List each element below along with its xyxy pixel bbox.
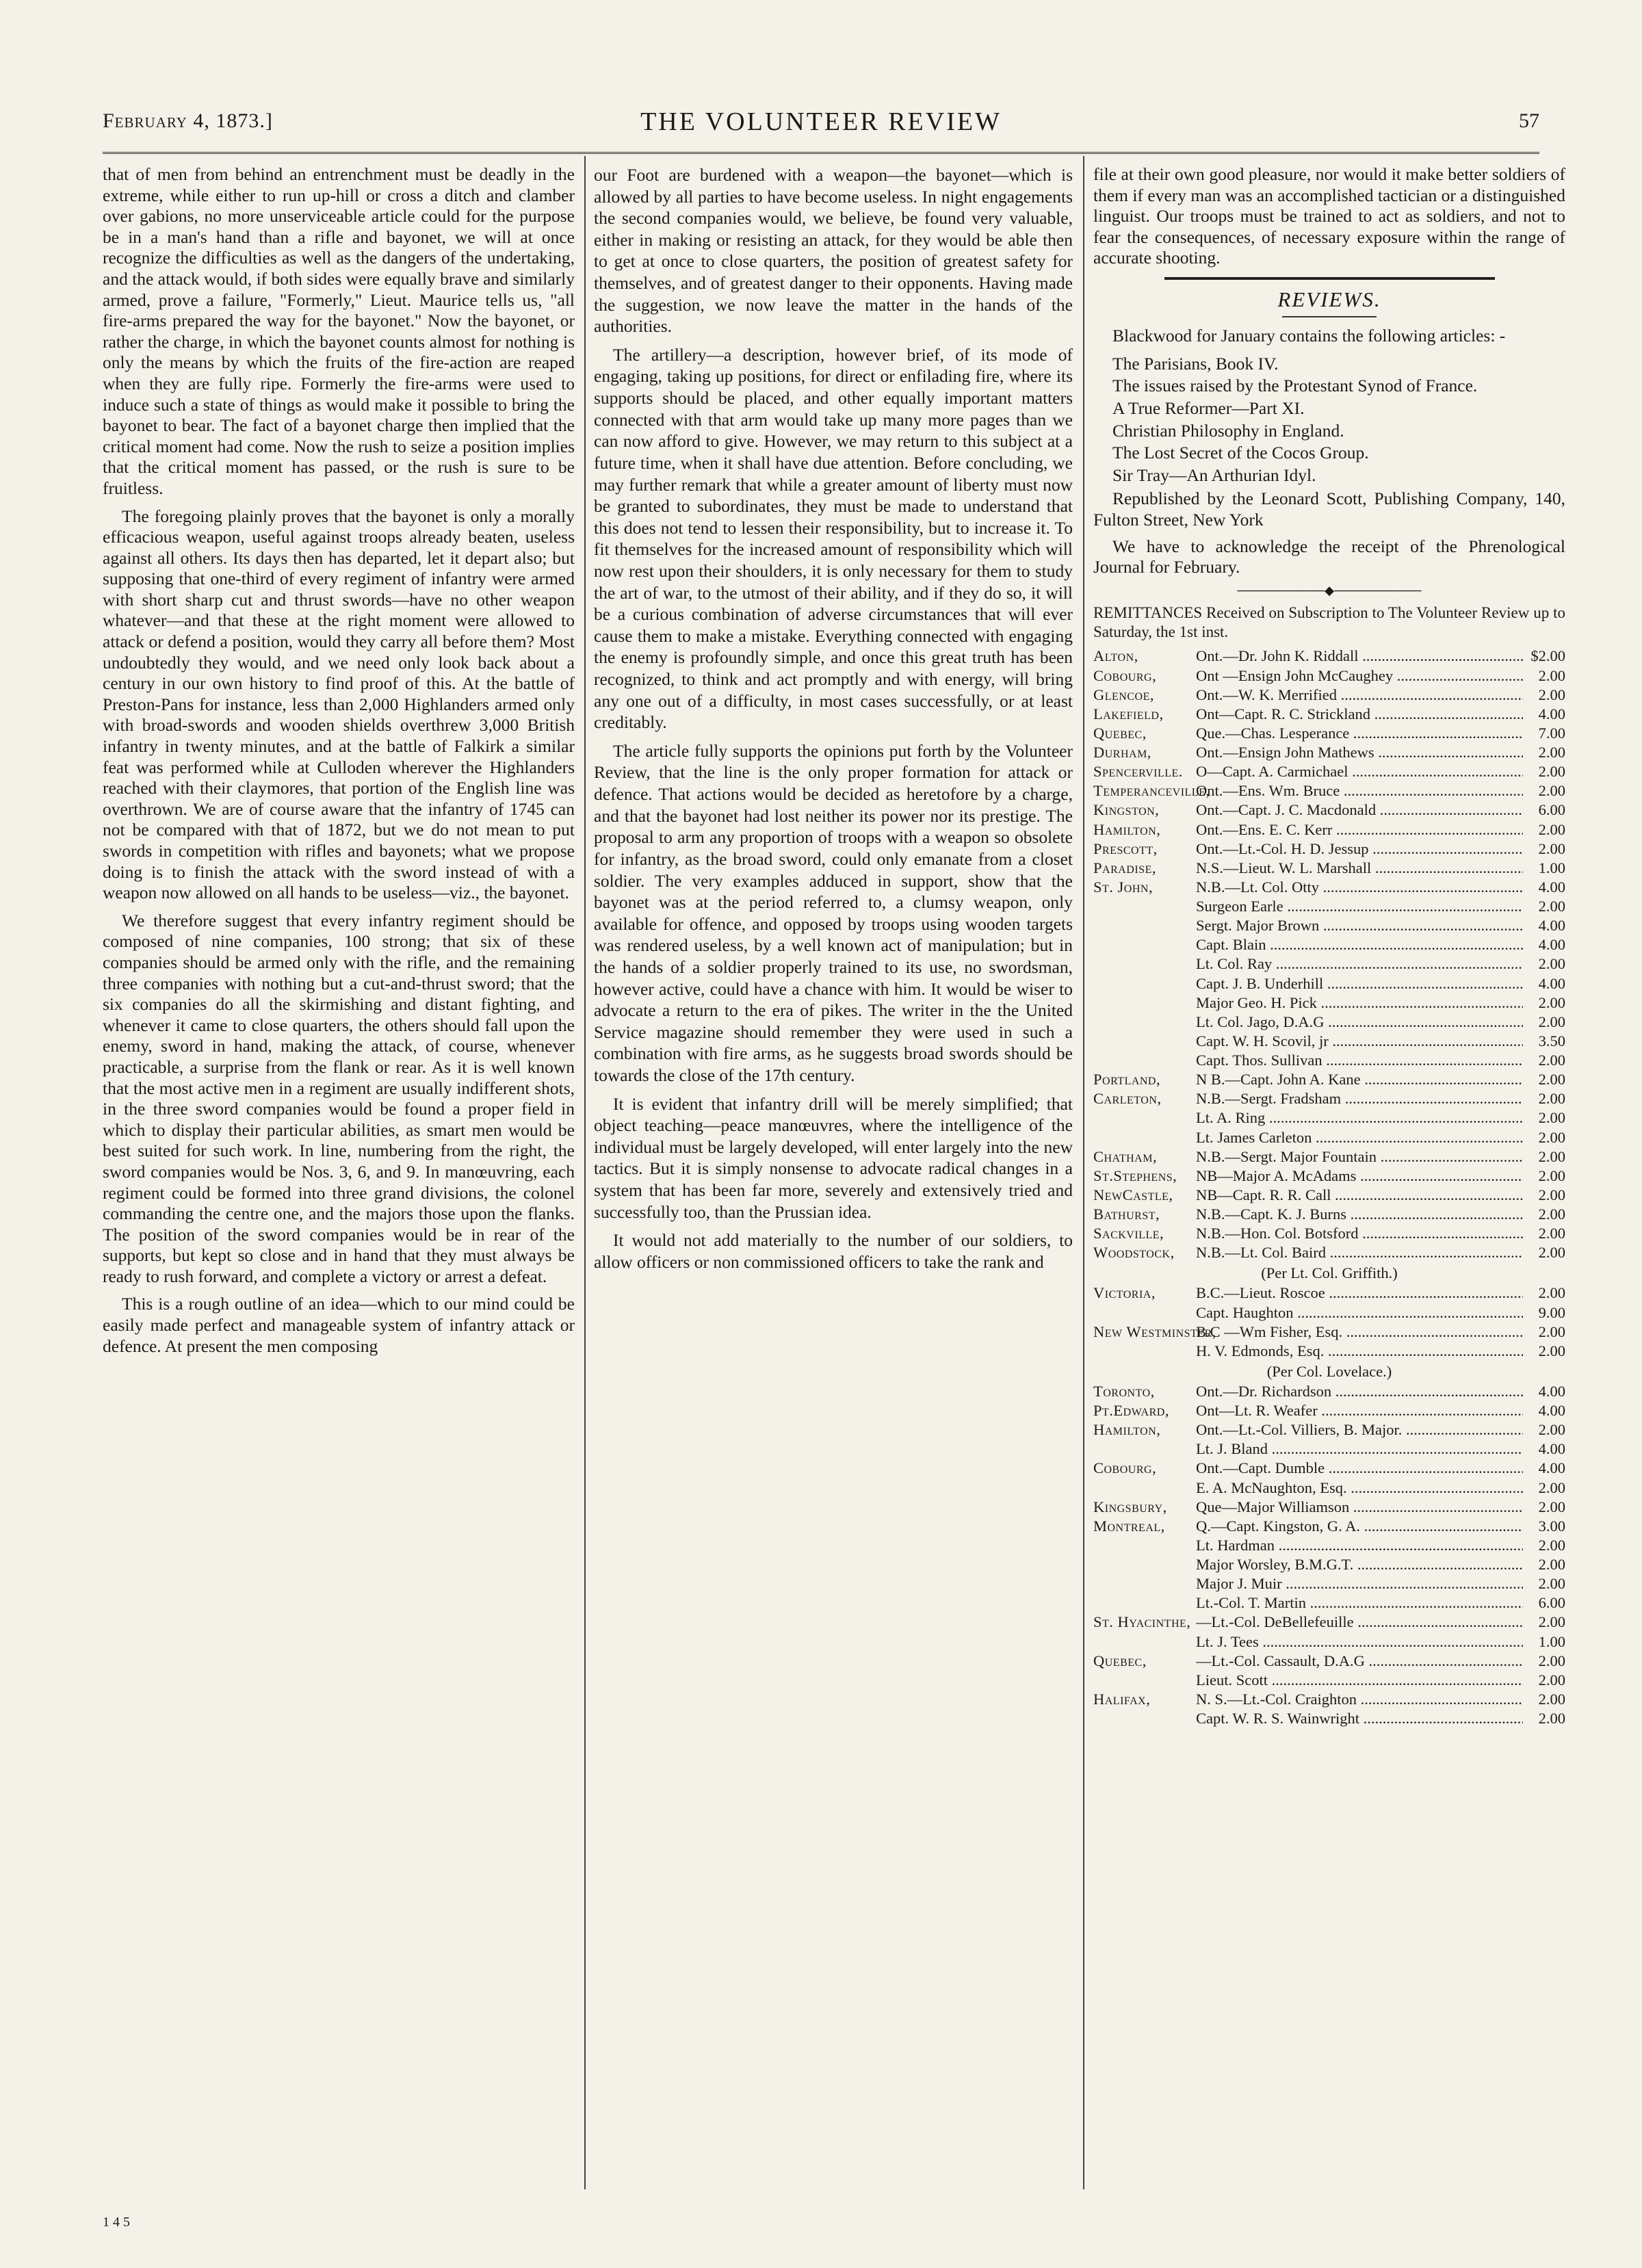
remittance-name: Capt. Thos. Sullivan ..... bbox=[1196, 1051, 1523, 1070]
remittance-location: Hamilton, bbox=[1093, 820, 1161, 838]
remittance-row bbox=[1093, 935, 1565, 954]
remittance-row bbox=[1093, 743, 1565, 762]
remittance-row bbox=[1093, 1536, 1565, 1555]
remittance-list bbox=[1093, 1283, 1565, 1361]
remittance-location bbox=[1093, 1632, 1196, 1652]
remittance-location bbox=[1093, 1555, 1196, 1574]
article-paragraph: The article fully supports the opinions put forth by the Volunteer Review, that the line is the only proper formation for attack or defence. That actions would be decided as heretofore by a charge, and that the bayonet had lost neither its power nor its prestige. The proposal to arm any proportion of troops with a weapon so obsolete for infantry, as the broad sword, could only emanate from a closet soldier. The very examples adduced in support, show that the bayonet was at the period referred to, a clumsy weapon, only available for offence, and opposed by troops using wooden targets was rendered useless, by a well known act of manipulation; but in the hands of a soldier properly trained to its use, no swordsman, however active, could have a chance with him. It would be wiser to advocate a return to the era of pikes. The writer in the the United Service magazine should remember they were used in such a combination with fire arms, as he suggests broad swords should be towards the close of the 17th century. bbox=[594, 740, 1073, 1085]
remittance-list bbox=[1093, 1382, 1565, 1728]
remittance-amount: 2.00 bbox=[1538, 1690, 1565, 1708]
remittance-name: Capt. Blain ..... bbox=[1196, 935, 1523, 954]
review-item: Sir Tray—An Arthurian Idyl. bbox=[1112, 465, 1316, 485]
remittance-location: Kingston, bbox=[1093, 801, 1160, 819]
remittance-amount: 2.00 bbox=[1538, 1498, 1565, 1515]
remittance-amount: 2.00 bbox=[1538, 1478, 1565, 1496]
remittance-name: Ont.—Ensign John Mathews ..... bbox=[1196, 743, 1523, 762]
remittance-name: Ont.—Lt.-Col. H. D. Jessup ..... bbox=[1196, 839, 1523, 859]
remittance-location: Chatham, bbox=[1093, 1147, 1158, 1165]
remittance-location bbox=[1093, 1051, 1196, 1070]
remittance-amount: 2.00 bbox=[1538, 1710, 1565, 1728]
remittance-name: N.S.—Lieut. W. L. Marshall ..... bbox=[1196, 859, 1523, 878]
article-paragraph: The foregoing plainly proves that the bayonet is only a morally efficacious weapon, useful against troops already beaten, useless against all others. Its days then has departed, let it depart also; but supposing that one-third of every regiment of infantry were armed with short sharp cut and thrust swords—have no other weapon whatever—and that these at the right moment were allowed to attack or defend a position, would they carry all before them? Most undoubtedly they would, and we need only look back about a century in our own history to find proof of this. At the battle of Preston-Pans for instance, less than 2,000 Highlanders armed only with broad-swords and wooden shields overthrew 3,000 British infantry in twenty minutes, and at the battle of Falkirk a similar feat was performed while at Culloden wherever the Highlanders reached with their claymores, that portion of the English line was overthrown. We are of course aware that the infantry of 1745 can not be compared with that of 1872, but we do not mean to put swords in competition with rifles and bayonets; what we propose doing is to finish the attack with the sword instead of with a weapon now allowed on all hands to be useless—viz., the bayonet. bbox=[103, 506, 575, 903]
remittance-amount: 2.00 bbox=[1538, 1147, 1565, 1165]
remittance-row bbox=[1093, 1224, 1565, 1243]
column-divider bbox=[584, 156, 586, 2189]
remittance-amount: 1.00 bbox=[1538, 859, 1565, 876]
remittance-amount: 3.50 bbox=[1538, 1032, 1565, 1050]
remittance-location bbox=[1093, 1574, 1196, 1593]
remittance-amount: 9.00 bbox=[1538, 1303, 1565, 1321]
remittance-amount: 2.00 bbox=[1538, 820, 1565, 838]
remittance-amount: 3.00 bbox=[1538, 1517, 1565, 1535]
remittance-location: Kingsbury, bbox=[1093, 1498, 1167, 1515]
remittance-location: Cobourg, bbox=[1093, 1459, 1157, 1477]
remittance-name: Major Worsley, B.M.G.T. ..... bbox=[1196, 1555, 1523, 1574]
remittance-amount: 2.00 bbox=[1538, 839, 1565, 857]
remittance-row bbox=[1093, 1652, 1565, 1671]
article-paragraph: file at their own good pleasure, nor would it make better soldiers of them if every man was an accomplished tactician or a distinguished linguist. Our troops must be trained to act as soldiers, and not to fear the consequences, of necessary exposure within the range of accurate shooting. bbox=[1093, 164, 1565, 268]
remittance-name: Capt. W. R. S. Wainwright ..... bbox=[1196, 1709, 1523, 1728]
review-item: A True Reformer—Part XI. bbox=[1112, 397, 1305, 418]
remittance-name: Que—Major Williamson ..... bbox=[1196, 1498, 1523, 1517]
remittance-name: Capt. W. H. Scovil, jr ..... bbox=[1196, 1032, 1523, 1051]
remittance-amount: 2.00 bbox=[1538, 1652, 1565, 1669]
remittance-location: Durham, bbox=[1093, 744, 1151, 761]
remittance-row bbox=[1093, 1070, 1565, 1089]
remittance-amount: 2.00 bbox=[1538, 1109, 1565, 1127]
remittance-row bbox=[1093, 974, 1565, 993]
remittance-location: Carleton, bbox=[1093, 1090, 1162, 1108]
header-rule bbox=[103, 152, 1539, 154]
remittance-location bbox=[1093, 935, 1196, 954]
remittance-location: Toronto, bbox=[1093, 1382, 1155, 1400]
remittance-amount: 7.00 bbox=[1538, 724, 1565, 742]
article-paragraph: The artillery—a description, however brief, of its mode of engaging, taking up positions, for direct or enfilading fire, where its supports should be placed, and other equally important matters connected with that arm would take up many more pages than we can now afford to give. However, we may return to this subject at a future time, when it shall have due attention. Before concluding, we may further remark that while a greater amount of liberty must now be granted to subordinates, they must be made to understand that this does not tend to lessen their responsibility, but to increase it. To fit themselves for the increased amount of responsibility which will now rest upon their shoulders, it is only necessary for them to study the art of war, to the utmost of their ability, and if they do so, it will be a curious combination of adverse circumstances that will ever cause them to make a mistake. Everything connected with engaging the enemy is profoundly simple, and once this great truth has been recognized, to think and act promptly and with energy, will bring any one out of a difficulty, in most cases successfully, or at least creditably. bbox=[594, 344, 1073, 733]
remittance-location: St. Hyacinthe, bbox=[1093, 1613, 1191, 1631]
remittance-amount: 2.00 bbox=[1538, 1575, 1565, 1593]
remittance-location: Temperanceville, bbox=[1093, 782, 1210, 800]
remittance-row bbox=[1093, 1459, 1565, 1478]
remittance-amount: $2.00 bbox=[1530, 647, 1565, 665]
remittance-location: Hamilton, bbox=[1093, 1421, 1161, 1439]
remittance-row bbox=[1093, 1051, 1565, 1070]
remittance-row bbox=[1093, 1108, 1565, 1128]
remittance-row bbox=[1093, 1128, 1565, 1147]
remittance-location bbox=[1093, 1342, 1196, 1361]
remittance-amount: 2.00 bbox=[1538, 1166, 1565, 1184]
remittance-amount: 2.00 bbox=[1538, 1225, 1565, 1242]
remittance-amount: 2.00 bbox=[1538, 1556, 1565, 1574]
remittance-name: Ont.—Ens. E. C. Kerr ..... bbox=[1196, 820, 1523, 839]
remittance-name: Ont.—Dr. Richardson ..... bbox=[1196, 1382, 1523, 1401]
remittance-location bbox=[1093, 1536, 1196, 1555]
remittance-amount: 4.00 bbox=[1538, 1402, 1565, 1420]
review-item: The Lost Secret of the Cocos Group. bbox=[1112, 443, 1369, 463]
issue-date: February 4, 1873.] bbox=[103, 109, 273, 132]
column-1 bbox=[103, 164, 575, 2189]
remittance-amount: 2.00 bbox=[1538, 1090, 1565, 1108]
remittance-name: Ont —Ensign John McCaughey ..... bbox=[1196, 666, 1523, 686]
remittance-row bbox=[1093, 1709, 1565, 1728]
remittance-name: N.B.—Hon. Col. Botsford ..... bbox=[1196, 1224, 1523, 1243]
remittance-name: NB—Major A. McAdams ..... bbox=[1196, 1166, 1523, 1186]
remittance-location bbox=[1093, 1303, 1196, 1322]
remittance-list bbox=[1093, 647, 1565, 1262]
remittance-name: Capt. J. B. Underhill ..... bbox=[1196, 974, 1523, 993]
remittance-name: H. V. Edmonds, Esq. ..... bbox=[1196, 1342, 1523, 1361]
remittance-amount: 2.00 bbox=[1538, 763, 1565, 781]
remittance-location bbox=[1093, 1593, 1196, 1613]
remittance-name: Ont.—Capt. Dumble ..... bbox=[1196, 1459, 1523, 1478]
remittance-amount: 4.00 bbox=[1538, 878, 1565, 896]
remittance-name: Lt. J. Tees ..... bbox=[1196, 1632, 1523, 1652]
remittance-location: Sackville, bbox=[1093, 1225, 1164, 1242]
remittance-name: Ont.—Ens. Wm. Bruce ..... bbox=[1196, 781, 1523, 800]
republished-note: Republished by the Leonard Scott, Publishing Company, 140, Fulton Street, New York bbox=[1093, 488, 1565, 530]
remittances-heading: REMITTANCES Received on Subscription to The Volunteer Review up to Saturday, the 1st inst. bbox=[1093, 604, 1565, 640]
remittance-location bbox=[1093, 916, 1196, 935]
article-paragraph: It is evident that infantry drill will be merely simplified; that object teaching—peace manœuvres, where the intelligence of the individual must be largely developed, will enter largely into the new tactics. But it is simply nonsense to advocate radical changes in a system that has been far more, severely and extensively tried and successfully too, than the Prussian idea. bbox=[594, 1093, 1073, 1222]
remittance-name: N.B.—Lt. Col. Otty ..... bbox=[1196, 878, 1523, 897]
remittance-name: Ont.—Lt.-Col. Villiers, B. Major. ..... bbox=[1196, 1420, 1523, 1439]
remittance-amount: 2.00 bbox=[1538, 1186, 1565, 1203]
acknowledgement-note: We have to acknowledge the receipt of the Phrenological Journal for February. bbox=[1093, 536, 1565, 577]
remittance-name: Que.—Chas. Lesperance ..... bbox=[1196, 724, 1523, 743]
remittance-location: Glencoe, bbox=[1093, 686, 1154, 703]
remittance-row bbox=[1093, 1632, 1565, 1652]
remittance-location bbox=[1093, 1128, 1196, 1147]
remittance-amount: 2.00 bbox=[1538, 1322, 1565, 1340]
remittance-amount: 2.00 bbox=[1538, 1071, 1565, 1089]
remittance-amount: 2.00 bbox=[1538, 1244, 1565, 1262]
remittance-subheading: (Per Lt. Col. Griffith.) bbox=[1261, 1264, 1398, 1282]
remittance-amount: 4.00 bbox=[1538, 1382, 1565, 1400]
remittance-name: Surgeon Earle ..... bbox=[1196, 897, 1523, 916]
remittance-row bbox=[1093, 1439, 1565, 1459]
remittance-location: Spencerville. bbox=[1093, 763, 1183, 781]
remittance-name: Lt. James Carleton ..... bbox=[1196, 1128, 1523, 1147]
remittance-amount: 1.00 bbox=[1538, 1632, 1565, 1650]
remittance-amount: 2.00 bbox=[1538, 744, 1565, 761]
review-item: The issues raised by the Protestant Synod of France. bbox=[1112, 376, 1478, 396]
remittance-amount: 2.00 bbox=[1538, 993, 1565, 1011]
review-item: Christian Philosophy in England. bbox=[1112, 420, 1344, 441]
remittance-row bbox=[1093, 1283, 1565, 1303]
remittance-amount: 4.00 bbox=[1538, 936, 1565, 954]
remittance-amount: 2.00 bbox=[1538, 1284, 1565, 1302]
remittance-name: NB—Capt. R. R. Call ..... bbox=[1196, 1186, 1523, 1205]
page-footer-mark: 1 4 5 bbox=[103, 2215, 130, 2230]
remittance-row bbox=[1093, 800, 1565, 820]
column-2 bbox=[594, 164, 1073, 2189]
remittance-name: N.B.—Sergt. Fradsham ..... bbox=[1196, 1089, 1523, 1108]
remittance-row bbox=[1093, 647, 1565, 666]
remittance-amount: 6.00 bbox=[1538, 801, 1565, 819]
remittance-amount: 4.00 bbox=[1538, 705, 1565, 722]
remittance-location: Paradise, bbox=[1093, 859, 1156, 876]
remittance-row bbox=[1093, 1342, 1565, 1361]
remittance-row bbox=[1093, 1147, 1565, 1166]
remittance-location bbox=[1093, 897, 1196, 916]
remittance-row bbox=[1093, 781, 1565, 800]
remittance-row bbox=[1093, 1555, 1565, 1574]
remittance-amount: 2.00 bbox=[1538, 1205, 1565, 1223]
remittance-location bbox=[1093, 1439, 1196, 1459]
reviews-heading: REVIEWS. bbox=[1277, 287, 1381, 311]
remittance-amount: 2.00 bbox=[1538, 1128, 1565, 1146]
remittance-name: Lt. Col. Jago, D.A.G ..... bbox=[1196, 1013, 1523, 1032]
article-paragraph: This is a rough outline of an idea—which to our mind could be easily made perfect and manageable system of infantry attack or defence. At present the men composing bbox=[103, 1294, 575, 1356]
remittance-location bbox=[1093, 1478, 1196, 1498]
remittance-name: N.B.—Sergt. Major Fountain ..... bbox=[1196, 1147, 1523, 1166]
remittance-row bbox=[1093, 1186, 1565, 1205]
remittance-row bbox=[1093, 1574, 1565, 1593]
remittance-location: Montreal, bbox=[1093, 1517, 1165, 1535]
remittance-amount: 6.00 bbox=[1538, 1594, 1565, 1612]
remittance-amount: 4.00 bbox=[1538, 1440, 1565, 1458]
remittance-amount: 2.00 bbox=[1538, 686, 1565, 703]
remittance-name: Ont—Capt. R. C. Strickland ..... bbox=[1196, 705, 1523, 724]
remittance-location: Portland, bbox=[1093, 1071, 1161, 1089]
remittance-amount: 2.00 bbox=[1538, 782, 1565, 800]
remittance-row bbox=[1093, 1382, 1565, 1401]
remittance-name: N B.—Capt. John A. Kane ..... bbox=[1196, 1070, 1523, 1089]
remittance-name: Ont.—Capt. J. C. Macdonald ..... bbox=[1196, 800, 1523, 820]
remittance-row bbox=[1093, 859, 1565, 878]
remittance-row bbox=[1093, 686, 1565, 705]
remittance-location bbox=[1093, 993, 1196, 1013]
ornament-divider: ──────────◆────────── bbox=[1237, 583, 1422, 597]
remittance-name: Ont—Lt. R. Weafer ..... bbox=[1196, 1401, 1523, 1420]
page-header bbox=[103, 109, 1539, 151]
remittance-name: N.B.—Capt. K. J. Burns ..... bbox=[1196, 1205, 1523, 1224]
remittance-row bbox=[1093, 1166, 1565, 1186]
article-paragraph: We therefore suggest that every infantry regiment should be composed of nine companies, 100 strong; that six of these companies should be armed only with the rifle, and the remaining three companies with nothing but a cut-and-thrust sword; that the six companies do all the skirmishing and distant fighting, and whenever it came to close quarters, the others should fall upon the enemy, sword in hand, making the attack, of course, whenever practicable, a surprise from the flank or rear. As it is well known that the most active men in a regiment are usually indifferent shots, in the three sword companies would be found a proper field in which to display their particular abilities, as smart men would be best suited for such work. In line, numbering from the right, the sword companies would be Nos. 3, 6, and 9. In manœuvring, each regiment could be formed into three grand divisions, the colonel commanding the centre one, and the majors those upon the flanks. The position of the sword companies would be in rear of the supports, but kept so close and in hand that they must always be ready to rush forward, and complete a victory or arrest a defeat. bbox=[103, 910, 575, 1286]
remittance-row bbox=[1093, 897, 1565, 916]
remittance-row bbox=[1093, 1420, 1565, 1439]
remittance-name: Lt. A. Ring ..... bbox=[1196, 1108, 1523, 1128]
remittance-row bbox=[1093, 993, 1565, 1013]
remittance-location: Quebec, bbox=[1093, 1652, 1147, 1669]
remittance-name: Lt.-Col. T. Martin ..... bbox=[1196, 1593, 1523, 1613]
remittance-row bbox=[1093, 1032, 1565, 1051]
remittance-location bbox=[1093, 1108, 1196, 1128]
remittance-name: —Lt.-Col. Cassault, D.A.G ..... bbox=[1196, 1652, 1523, 1671]
remittance-name: Sergt. Major Brown ..... bbox=[1196, 916, 1523, 935]
page-number: 57 bbox=[1519, 109, 1539, 132]
remittance-name: Capt. Haughton ..... bbox=[1196, 1303, 1523, 1322]
remittance-amount: 2.00 bbox=[1538, 1013, 1565, 1030]
remittance-name: Lt. Hardman ..... bbox=[1196, 1536, 1523, 1555]
remittance-row bbox=[1093, 1613, 1565, 1632]
remittance-row bbox=[1093, 705, 1565, 724]
remittance-location bbox=[1093, 1709, 1196, 1728]
remittance-location: Prescott, bbox=[1093, 839, 1158, 857]
remittance-name: —Lt.-Col. DeBellefeuille ..... bbox=[1196, 1613, 1523, 1632]
remittance-location: Bathurst, bbox=[1093, 1205, 1160, 1223]
remittance-row bbox=[1093, 1478, 1565, 1498]
remittance-name: Ont.—W. K. Merrified ..... bbox=[1196, 686, 1523, 705]
remittance-amount: 4.00 bbox=[1538, 1459, 1565, 1477]
remittance-row bbox=[1093, 878, 1565, 897]
remittance-row bbox=[1093, 1205, 1565, 1224]
remittance-amount: 2.00 bbox=[1538, 1342, 1565, 1359]
remittance-row bbox=[1093, 1671, 1565, 1690]
remittance-name: Major Geo. H. Pick ..... bbox=[1196, 993, 1523, 1013]
remittance-location: Pt.Edward, bbox=[1093, 1402, 1169, 1420]
remittance-row bbox=[1093, 1303, 1565, 1322]
column-3 bbox=[1093, 164, 1565, 2189]
article-paragraph: our Foot are burdened with a weapon—the bayonet—which is allowed by all parties to have become useless. In night engagements the second companies would, we believe, be found very valuable, either in making or resisting an attack, for they would be able then to get at once to close quarters, the position of greatest safety for themselves, and of greatest danger to their opponents. Having made the suggestion, we now leave the matter in the hands of the authorities. bbox=[594, 165, 1073, 337]
remittance-amount: 2.00 bbox=[1538, 1421, 1565, 1439]
remittance-row bbox=[1093, 839, 1565, 859]
remittance-row bbox=[1093, 666, 1565, 686]
remittance-row bbox=[1093, 1690, 1565, 1709]
newspaper-title: THE VOLUNTEER REVIEW bbox=[640, 107, 1002, 136]
remittance-row bbox=[1093, 1243, 1565, 1262]
remittance-row bbox=[1093, 1593, 1565, 1613]
remittance-amount: 2.00 bbox=[1538, 1613, 1565, 1631]
remittance-location bbox=[1093, 1013, 1196, 1032]
reviews-intro: Blackwood for January contains the following articles: - bbox=[1112, 326, 1506, 346]
remittance-location: Halifax, bbox=[1093, 1690, 1151, 1708]
remittance-amount: 2.00 bbox=[1538, 1536, 1565, 1554]
remittance-row bbox=[1093, 724, 1565, 743]
remittance-amount: 4.00 bbox=[1538, 917, 1565, 935]
remittance-name: E. A. McNaughton, Esq. ..... bbox=[1196, 1478, 1523, 1498]
remittance-row bbox=[1093, 1517, 1565, 1536]
remittance-location bbox=[1093, 954, 1196, 974]
remittance-name: Major J. Muir ..... bbox=[1196, 1574, 1523, 1593]
column-divider bbox=[1083, 156, 1084, 2189]
remittance-name: Lt. Col. Ray ..... bbox=[1196, 954, 1523, 974]
remittance-name: Lieut. Scott ..... bbox=[1196, 1671, 1523, 1690]
remittance-row bbox=[1093, 1322, 1565, 1342]
remittance-name: N.B.—Lt. Col. Baird ..... bbox=[1196, 1243, 1523, 1262]
remittance-amount: 2.00 bbox=[1538, 666, 1565, 684]
remittance-name: B.C.—Lieut. Roscoe ..... bbox=[1196, 1283, 1523, 1303]
remittance-location bbox=[1093, 1032, 1196, 1051]
remittance-amount: 2.00 bbox=[1538, 1052, 1565, 1069]
article-paragraph: It would not add materially to the number of our soldiers, to allow officers or non commissioned officers to take the rank and bbox=[594, 1230, 1073, 1272]
remittance-location: Alton, bbox=[1093, 647, 1138, 665]
remittance-row bbox=[1093, 954, 1565, 974]
remittance-row bbox=[1093, 916, 1565, 935]
remittance-location: Victoria, bbox=[1093, 1284, 1156, 1302]
remittance-location: New Westminster, bbox=[1093, 1322, 1216, 1340]
remittance-amount: 4.00 bbox=[1538, 974, 1565, 992]
remittance-name: Lt. J. Bland ..... bbox=[1196, 1439, 1523, 1459]
remittance-location: NewCastle, bbox=[1093, 1186, 1173, 1203]
remittance-row bbox=[1093, 1401, 1565, 1420]
remittance-name: N. S.—Lt.-Col. Craighton ..... bbox=[1196, 1690, 1523, 1709]
remittance-name: Q.—Capt. Kingston, G. A. ..... bbox=[1196, 1517, 1523, 1536]
remittance-name: Ont.—Dr. John K. Riddall ..... bbox=[1196, 647, 1523, 666]
remittance-name: B.C —Wm Fisher, Esq. ..... bbox=[1196, 1322, 1523, 1342]
remittance-row bbox=[1093, 820, 1565, 839]
remittance-amount: 2.00 bbox=[1538, 955, 1565, 973]
heading-rule bbox=[1282, 316, 1377, 317]
remittance-amount: 2.00 bbox=[1538, 1671, 1565, 1689]
remittance-location: Lakefield, bbox=[1093, 705, 1164, 722]
remittance-location bbox=[1093, 1671, 1196, 1690]
remittance-amount: 2.00 bbox=[1538, 898, 1565, 915]
section-divider bbox=[1164, 277, 1495, 280]
remittance-location: St.Stephens, bbox=[1093, 1166, 1177, 1184]
remittance-location: St. John, bbox=[1093, 878, 1154, 896]
remittance-location: Cobourg, bbox=[1093, 666, 1157, 684]
remittance-name: O—Capt. A. Carmichael ..... bbox=[1196, 762, 1523, 781]
remittance-location: Woodstock, bbox=[1093, 1244, 1175, 1262]
remittance-location: Quebec, bbox=[1093, 724, 1147, 742]
remittance-row bbox=[1093, 1089, 1565, 1108]
remittance-row bbox=[1093, 762, 1565, 781]
article-paragraph: that of men from behind an entrenchment must be deadly in the extreme, while either to run up-hill or cross a ditch and clamber over gabions, no more unserviceable article could for the purpose be in a man's hand than a rifle and bayonet, we will at once recognize the difficulties as well as the dangers of the undertaking, and the attack would, if both sides were equally brave and similarly armed, prove a failure, "Formerly," Lieut. Maurice tells us, "all fire-arms prepared the way for the bayonet." Now the bayonet, or rather the charge, in which the bayonet counts almost for nothing is only the means by which the fruits of the fire-action are reaped when they are fully ripe. Formerly the fire-arms were used to induce such a state of things as would make it possible to bring the bayonet to bear. The fact of a bayonet charge then implied that the critical moment had come. Now the rush to seize a position implies that the critical moment has passed, or the rush is sure to be fruitless. bbox=[103, 164, 575, 498]
remittance-location bbox=[1093, 974, 1196, 993]
remittance-subheading: (Per Col. Lovelace.) bbox=[1266, 1362, 1392, 1380]
remittance-row bbox=[1093, 1498, 1565, 1517]
review-item: The Parisians, Book IV. bbox=[1112, 353, 1279, 374]
remittance-row bbox=[1093, 1013, 1565, 1032]
